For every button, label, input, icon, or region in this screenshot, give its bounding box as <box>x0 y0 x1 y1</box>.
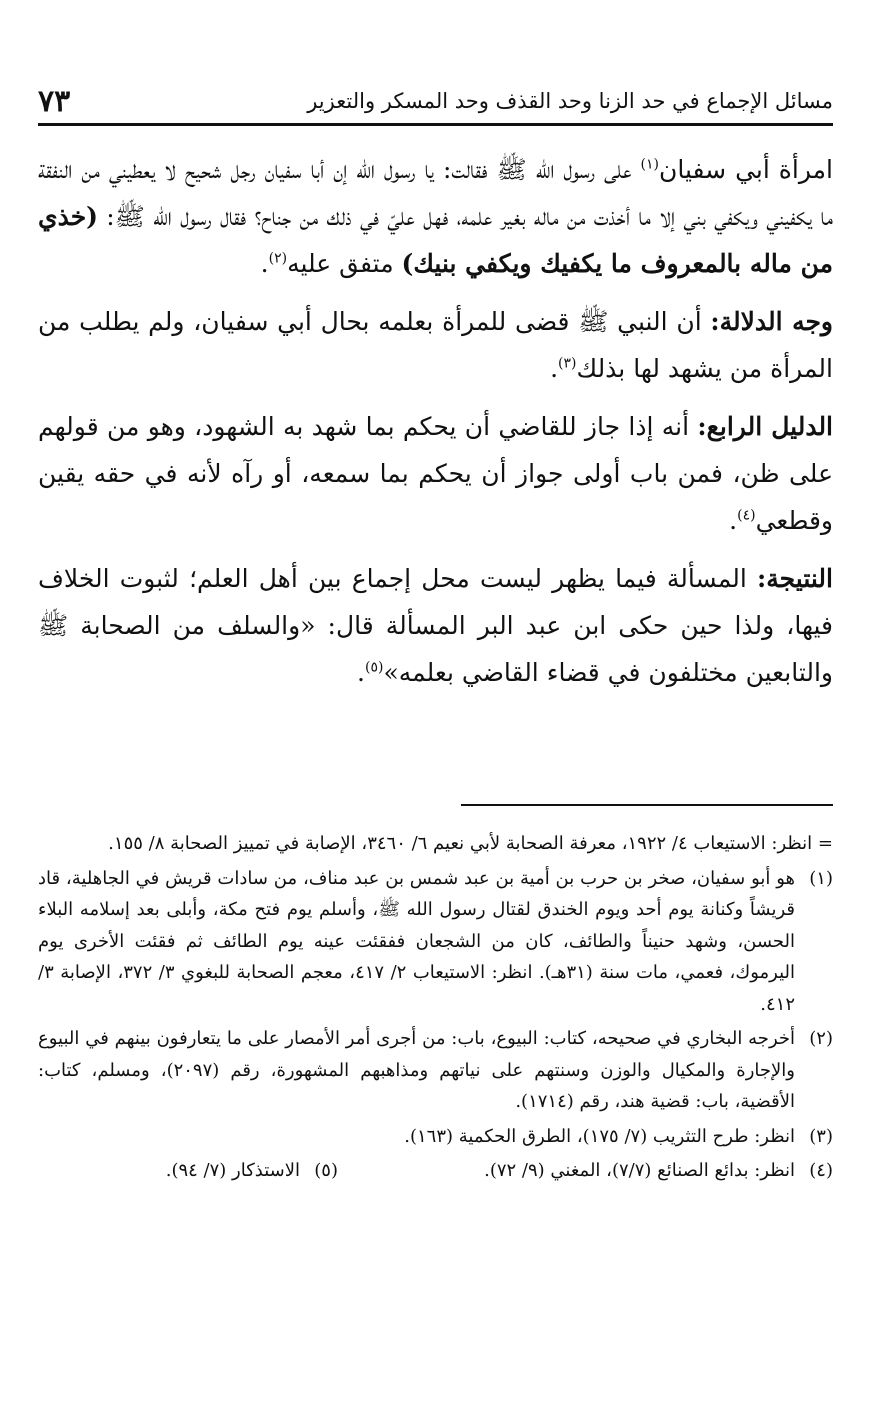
paragraph-label: الدليل الرابع: <box>697 412 834 441</box>
footnote-item <box>38 1121 833 1153</box>
paragraph-text: أن النبي ﷺ قضى للمرأة بعلمه بحال أبي سفيان، ولم يطلب من المرأة من يشهد لها بذلك <box>38 307 833 383</box>
footnote-number: (٢) <box>809 1028 833 1049</box>
footnote-text: هو أبو سفيان، صخر بن حرب بن أمية بن عبد شمس بن عبد مناف، من سادات قريش في الجاهلية، قاد قريشاً وكنانة يوم أحد ويوم الخندق لقتال رسول الله ﷺ، وأسلم يوم فتح مكة، وأبلى بعد إسلامه البلاء الحسن، وشهد حنيناً والطائف، كان من الشجعان ففقئت عينه يوم الطائف ثم فقئت الأخرى يوم اليرموك، فعمي، مات سنة (٣١هـ). انظر: الاستيعاب ٢/ ٤١٧، معجم الصحابة للبغوي ٣/ ٣٧٢، الإصابة ٣/ ٤١٢. <box>38 867 795 1015</box>
paragraph-hadith <box>38 146 833 287</box>
footnote-continuation: = انظر: الاستيعاب ٤/ ١٩٢٢، معرفة الصحابة لأبي نعيم ٦/ ٣٤٦٠، الإصابة في تمييز الصحابة ٨/ ١٥٥. <box>108 833 833 854</box>
main-text <box>38 146 833 707</box>
footnote-number: (٤) <box>809 1160 833 1181</box>
footnote-ref[interactable]: (٣) <box>558 355 577 372</box>
footnote-item <box>38 1155 338 1187</box>
punctuation: . <box>550 354 559 383</box>
footnote-ref[interactable]: (٥) <box>365 659 384 676</box>
hadith-quote: (خذي من ماله بالمعروف ما يكفيك ويكفي بنيك) <box>38 202 833 278</box>
page-number: ٧٣ <box>38 83 71 119</box>
running-title: مسائل الإجماع في حد الزنا وحد القذف وحد المسكر والتعزير <box>307 89 833 113</box>
footnote-ref[interactable]: (١) <box>640 156 659 173</box>
paragraph-label: النتيجة: <box>757 564 833 593</box>
footnote-item <box>338 1155 833 1187</box>
footnote-row-last <box>38 1155 833 1187</box>
punctuation: . <box>357 658 365 687</box>
paragraph-text: أنه إذا جاز للقاضي أن يحكم بما شهد به الشهود، وهو من قولهم على ظن، فمن باب أولى جواز أن يحكم بما سمعه، أو رآه لأنه في حقه يقين وقطعي <box>38 412 833 535</box>
footnote-text: انظر: بدائع الصنائع (٧/٧)، المغني (٩/ ٧٢). <box>484 1160 795 1181</box>
footnote-ref[interactable]: (٤) <box>737 507 756 524</box>
footnote-separator <box>461 804 833 806</box>
paragraph-text: امرأة أبي سفيان <box>658 155 833 184</box>
punctuation: . <box>729 506 738 535</box>
footnote-item <box>38 1023 833 1118</box>
punctuation: . <box>260 249 269 278</box>
footnote-text: انظر: طرح التثريب (٧/ ١٧٥)، الطرق الحكمية (١٦٣). <box>404 1125 795 1147</box>
paragraph-text: على رسول الله ﷺ فقالت: يا رسول الله إن أبا سفيان رجل شحيح لا يعطيني من النفقة ما يكفيني ويكفي بني إلا ما أخذت من ماله بغير علمه، فهل عليّ في ذلك من جناح؟ فقال رسول الله ﷺ: <box>38 155 833 231</box>
paragraph-fourth-proof <box>38 403 833 544</box>
footnote-text: الاستذكار (٧/ ٩٤). <box>165 1160 300 1181</box>
footnote-number: (١) <box>809 867 833 889</box>
page-header <box>38 80 833 122</box>
footnotes <box>38 828 833 1187</box>
paragraph-result <box>38 555 833 696</box>
paragraph-label: وجه الدلالة: <box>710 307 833 336</box>
paragraph-text: المسألة فيما يظهر ليست محل إجماع بين أهل العلم؛ لثبوت الخلاف فيها، ولذا حين حكى ابن عبد البر المسألة قال: «والسلف من الصحابة ﷺ والتابعين مختلفون في قضاء القاضي بعلمه» <box>38 564 833 687</box>
footnote-item <box>38 863 833 1021</box>
footnote-number: (٥) <box>314 1160 338 1181</box>
header-rule <box>38 123 833 126</box>
paragraph-text: متفق عليه <box>287 249 402 278</box>
footnote-text: أخرجه البخاري في صحيحه، كتاب: البيوع، باب: من أجرى أمر الأمصار على ما يتعارفون بينهم في البيوع والإجارة والمكيال والوزن وسنتهم على نياتهم ومذاهبهم المشهورة، رقم (٢٠٩٧)، ومسلم، كتاب: الأقضية، باب: قضية هند، رقم (١٧١٤). <box>38 1028 795 1112</box>
footnote-ref[interactable]: (٢) <box>268 250 288 267</box>
paragraph-evidence <box>38 298 833 392</box>
footnote-number: (٣) <box>809 1125 833 1147</box>
